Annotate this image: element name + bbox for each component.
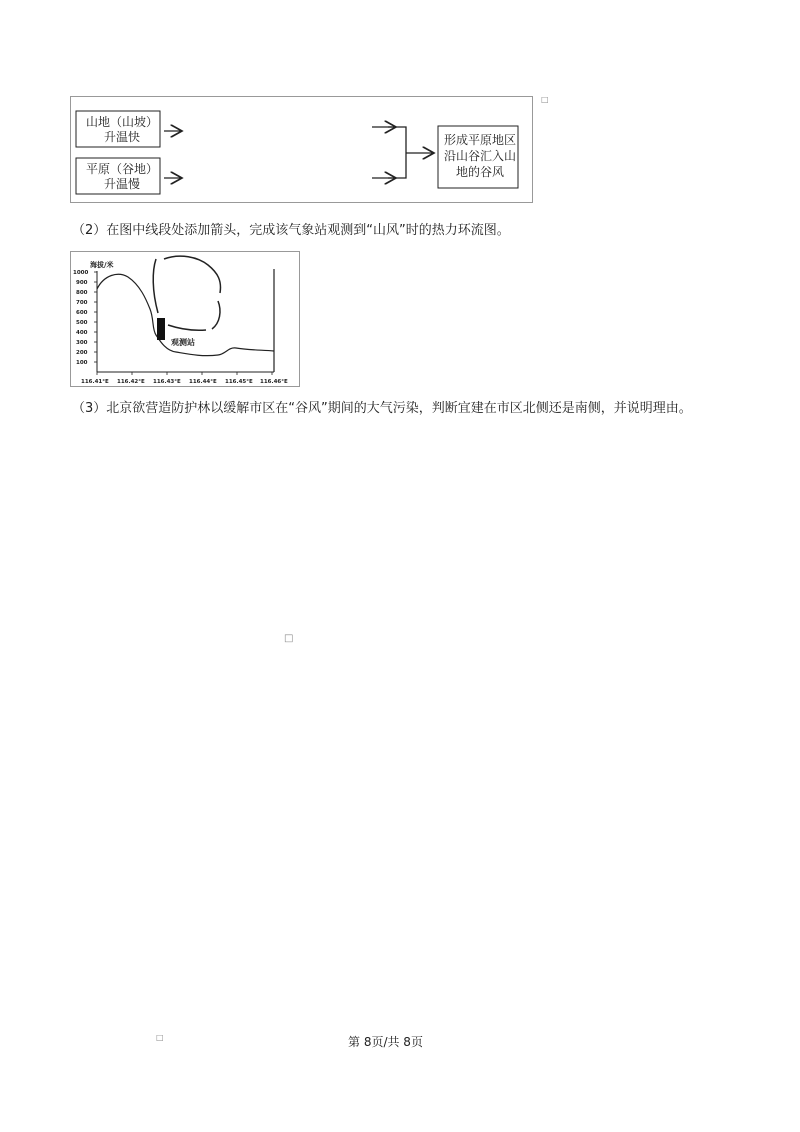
circulation-segment-bottom (168, 325, 206, 330)
y-tick-400: 400 (76, 330, 88, 336)
question-2-text: （2）在图中线段处添加箭头，完成该气象站观测到“山风”时的热力环流图。 (72, 223, 510, 238)
square-mark: □ (284, 633, 294, 644)
circulation-segment-top (164, 256, 221, 293)
y-tick-900: 900 (76, 280, 88, 286)
x-tick-11643: 116.43°E (153, 379, 181, 385)
terrain-profile-figure (70, 251, 300, 387)
y-tick-1000: 1000 (73, 270, 89, 276)
y-tick-200: 200 (76, 350, 88, 356)
bracket-line (388, 127, 406, 178)
y-tick-800: 800 (76, 290, 88, 296)
x-tick-11641: 116.41°E (81, 379, 109, 385)
y-tick-600: 600 (76, 310, 88, 316)
square-mark: □ (156, 1033, 164, 1042)
circulation-segment-left (153, 259, 158, 313)
y-tick-100: 100 (76, 360, 88, 366)
y-tick-700: 700 (76, 300, 88, 306)
y-tick-300: 300 (76, 340, 88, 346)
question-3-text: （3）北京欲营造防护林以缓解市区在“谷风”期间的大气污染，判断宜建在市区北侧还是南侧，并说明理由。 (72, 401, 692, 416)
circulation-segment-right (212, 301, 220, 329)
result-box-line1: 形成平原地区 (444, 133, 517, 147)
flow-diagram (70, 96, 534, 204)
plain-box-line1: 平原（谷地） (86, 162, 159, 176)
page-footer: 第 8页/共 8页 (348, 1035, 423, 1049)
y-axis-label: 海拔/米 (90, 261, 114, 269)
mountain-box-line1: 山地（山坡） (86, 115, 159, 129)
x-tick-labels (81, 379, 288, 385)
plain-box-line2: 升温慢 (104, 177, 141, 191)
square-mark: □ (541, 95, 549, 104)
result-box-line2: 沿山谷汇入山 (444, 149, 517, 163)
x-tick-11642: 116.42°E (117, 379, 145, 385)
station-label: 观测站 (171, 338, 195, 347)
x-tick-11646: 116.46°E (260, 379, 288, 385)
result-box-line3: 地的谷风 (456, 165, 505, 179)
x-tick-11645: 116.45°E (225, 379, 253, 385)
y-tick-labels (73, 270, 88, 366)
x-tick-11644: 116.44°E (189, 379, 217, 385)
observation-station-marker (157, 318, 165, 340)
mountain-box-line2: 升温快 (104, 130, 141, 144)
y-tick-500: 500 (76, 320, 88, 326)
